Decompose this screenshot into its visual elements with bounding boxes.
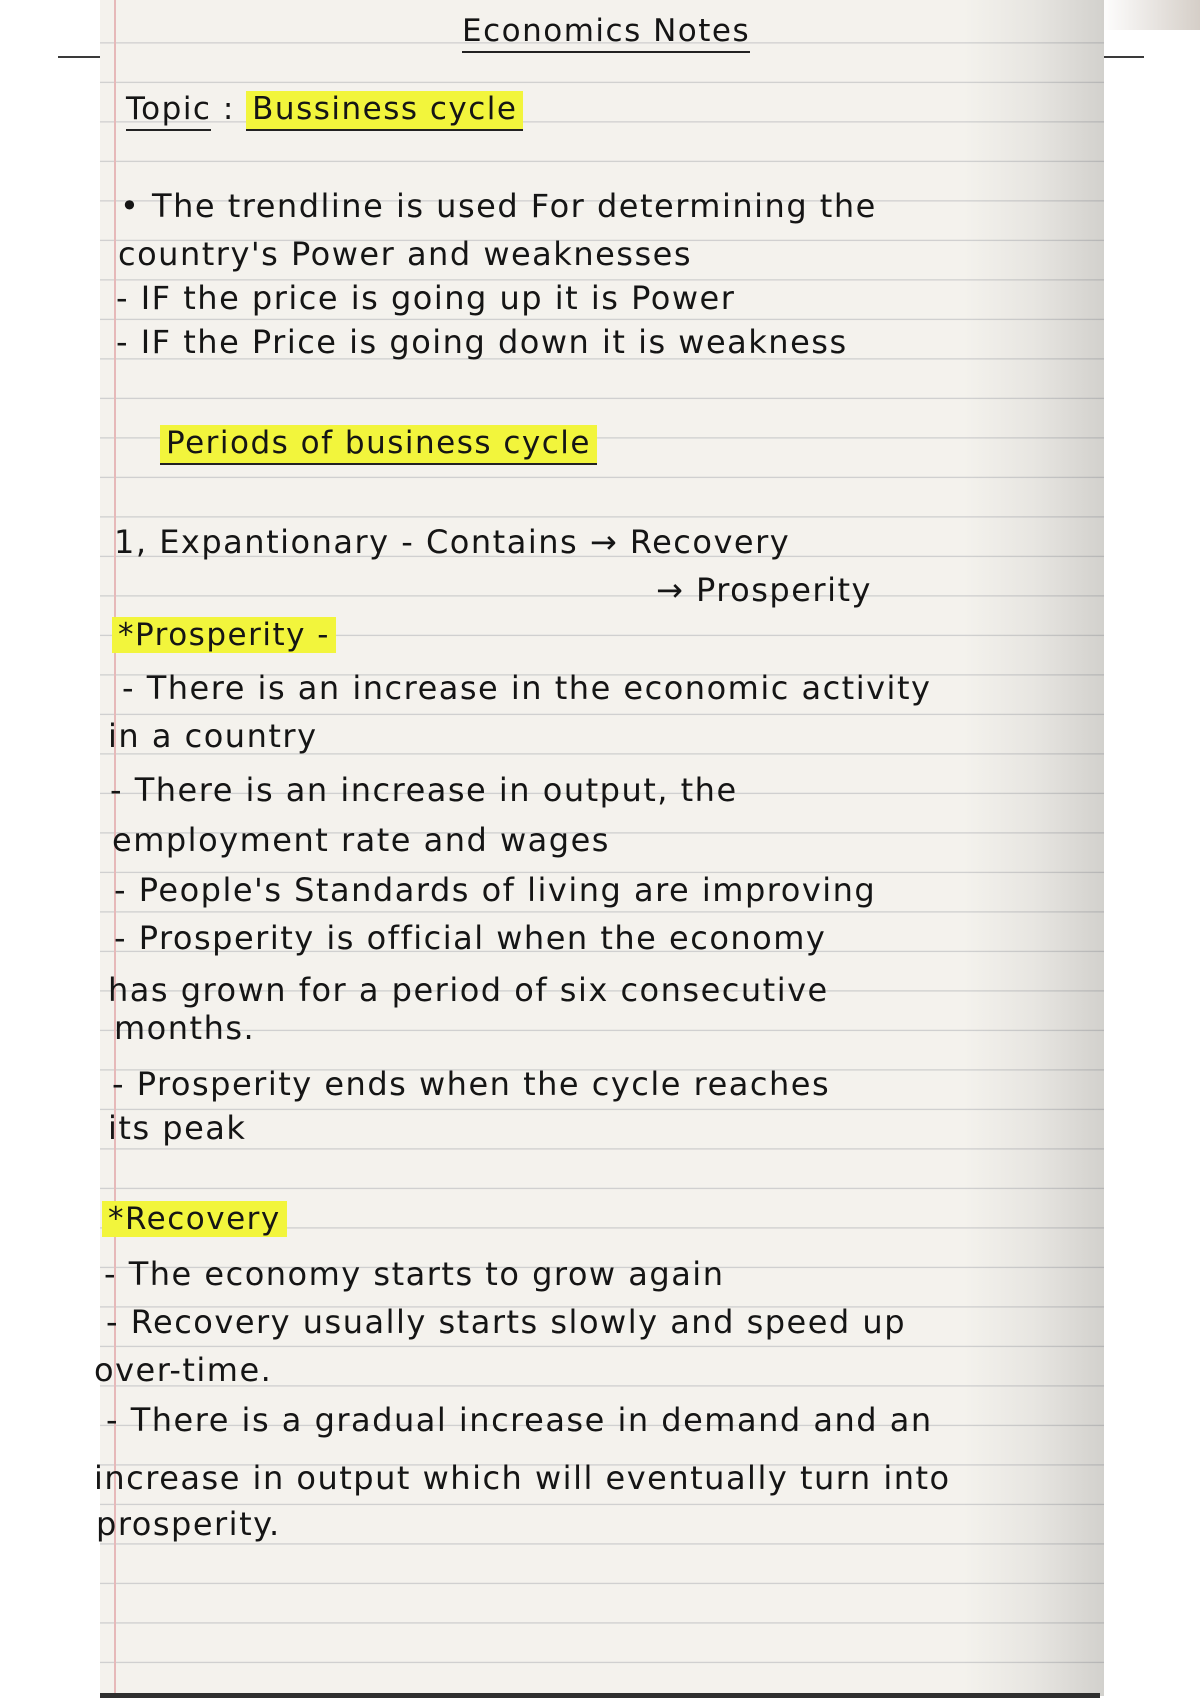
recovery-line: prosperity. <box>96 1505 281 1543</box>
intro-line-4: - IF the Price is going down it is weakness <box>116 323 848 361</box>
intro-line-1 <box>120 187 877 225</box>
bullet-icon: • <box>120 187 141 225</box>
periods-heading <box>160 425 597 461</box>
prosperity-heading-text: *Prosperity - <box>112 617 336 653</box>
notebook-page <box>94 0 1104 1696</box>
topic-value: Bussiness cycle <box>246 91 523 131</box>
topic-separator: : <box>222 91 235 127</box>
prosperity-line: - People's Standards of living are improving <box>114 871 877 909</box>
recovery-heading <box>102 1201 287 1237</box>
prosperity-line: in a country <box>108 717 318 755</box>
prosperity-line: employment rate and wages <box>112 821 610 859</box>
prosperity-heading <box>112 617 336 653</box>
recovery-line: - Recovery usually starts slowly and speed up <box>106 1303 906 1341</box>
edge-line-left <box>58 56 100 58</box>
prosperity-line: - There is an increase in the economic activity <box>122 669 932 707</box>
prosperity-line: - Prosperity ends when the cycle reaches <box>112 1065 831 1103</box>
bottom-edge-line <box>100 1693 1100 1698</box>
recovery-line: increase in output which will eventually turn into <box>94 1459 951 1497</box>
recovery-heading-text: *Recovery <box>102 1201 287 1237</box>
recovery-line: - The economy starts to grow again <box>104 1255 725 1293</box>
recovery-line: over-time. <box>94 1351 273 1389</box>
topic-label: Topic <box>126 91 211 131</box>
prosperity-line: its peak <box>108 1109 247 1147</box>
recovery-line: - There is a gradual increase in demand and an <box>106 1401 933 1439</box>
intro-line-1-text: The trendline is used For determining the <box>152 187 877 225</box>
expansionary-line-1: 1, Expantionary - Contains → Recovery <box>114 523 791 561</box>
expansionary-line-2: → Prosperity <box>656 571 872 609</box>
topic-line <box>126 91 523 127</box>
prosperity-line: has grown for a period of six consecutive <box>108 971 829 1009</box>
intro-line-2: country's Power and weaknesses <box>118 235 692 273</box>
page-title-text: Economics Notes <box>462 13 750 53</box>
prosperity-line: - Prosperity is official when the economy <box>114 919 827 957</box>
page-shadow <box>1100 0 1200 30</box>
page-title <box>462 13 751 49</box>
edge-line-right <box>1102 56 1144 58</box>
periods-heading-text: Periods of business cycle <box>160 425 597 465</box>
intro-line-3: - IF the price is going up it is Power <box>116 279 736 317</box>
prosperity-line: - There is an increase in output, the <box>110 771 738 809</box>
prosperity-line: months. <box>114 1009 256 1047</box>
